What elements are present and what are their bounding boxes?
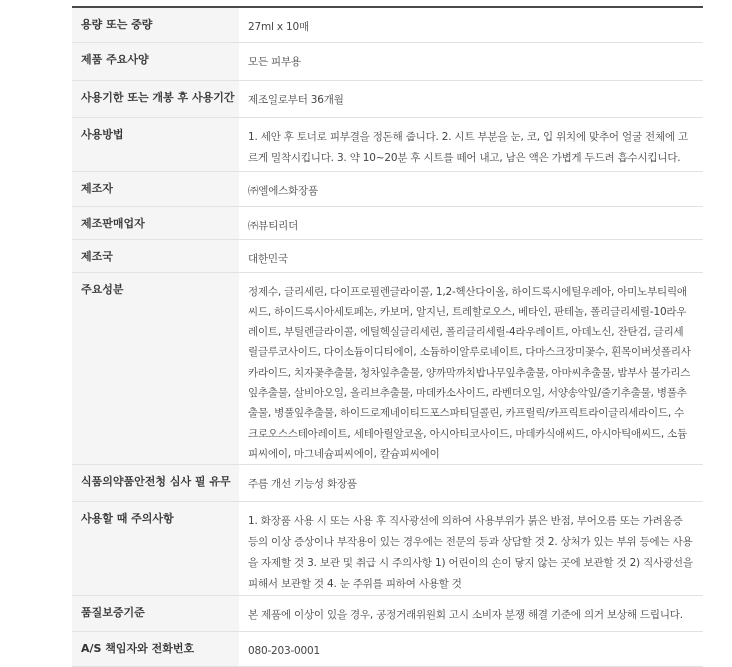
row-label: 제조자 bbox=[72, 171, 239, 206]
row-value: 대한민국 bbox=[239, 239, 703, 272]
table-row bbox=[72, 80, 703, 117]
table-row bbox=[72, 206, 703, 239]
row-value: 27ml x 10매 bbox=[239, 7, 703, 42]
row-value: 본 제품에 이상이 있을 경우, 공정거래위원회 고시 소비자 분쟁 해결 기준에 의거 보상해 드립니다. bbox=[239, 596, 703, 632]
table-row bbox=[72, 7, 703, 42]
row-value: 제조일로부터 36개월 bbox=[239, 80, 703, 117]
table-row bbox=[72, 502, 703, 596]
table-row bbox=[72, 632, 703, 667]
row-value: 1. 세안 후 토너로 피부결을 정돈해 줍니다. 2. 시트 부분을 눈, 코, 입 위치에 맞추어 얼굴 전체에 고르게 밀착시킵니다. 3. 약 10~20분 후 시트를 떼어 내고, 남은 액은 가볍게 두드려 흡수시킵니다. bbox=[239, 117, 703, 171]
row-value: ㈜뷰티리더 bbox=[239, 206, 703, 239]
product-info-table bbox=[72, 6, 703, 667]
row-label: 용량 또는 중량 bbox=[72, 7, 239, 42]
row-label: 제조판매업자 bbox=[72, 206, 239, 239]
row-label: A/S 책임자와 전화번호 bbox=[72, 632, 239, 667]
row-value: 모든 피부용 bbox=[239, 42, 703, 80]
row-label: 사용방법 bbox=[72, 117, 239, 171]
row-label: 주요성분 bbox=[72, 272, 239, 465]
row-label: 식품의약품안전청 심사 필 유무 bbox=[72, 465, 239, 502]
row-label: 품질보증기준 bbox=[72, 596, 239, 632]
row-label: 사용기한 또는 개봉 후 사용기간 bbox=[72, 80, 239, 117]
table-row bbox=[72, 272, 703, 465]
row-value: 정제수, 글리세린, 다이프로필렌글라이콜, 1,2-헥산다이올, 하이드록시에틸우레아, 아미노부티릭애씨드, 하이드록시아세토페논, 카보머, 알지닌, 트레할로오스, 베타인, 판테놀, 폴리글리세릴-10라우레이트, 부틸렌글라이콜, 에틸헥실글리세린, 폴리글리세릴-4라우레이트, 아데노신, 잔탄검, 글리세릴글루코사이드, 다이소듐이디티에이, 소듐하이알루로네이트, 다마스크장미꽃수, 흰목이버섯폴리사카라이드, 치자꽃추출물, 청차잎추출물, 양까막까치밥나무잎추출물, 아마씨추출물, 밤부사 불가리스잎추출물, 살비아오일, 올리브추출물, 마데카소사이드, 라벤더오일, 서양송악잎/줄기추출물, 병풀추출물, 병풀잎추출물, 하이드로제네이티드포스파티딜콜린, 카프릴릭/카프릭트라이글리세라이드, 수크로오스스테아레이트, 세테아릴알코올, 아시아티코사이드, 마데카식애씨드, 아시아틱애씨드, 소듐피씨에이, 마그네슘피씨에이, 칼슘피씨에이 bbox=[239, 272, 703, 465]
table-row bbox=[72, 596, 703, 632]
row-label: 사용할 때 주의사항 bbox=[72, 502, 239, 596]
table-row bbox=[72, 117, 703, 171]
row-value: ㈜엘에스화장품 bbox=[239, 171, 703, 206]
table-row bbox=[72, 42, 703, 80]
row-value: 주름 개선 기능성 화장품 bbox=[239, 465, 703, 502]
table-row bbox=[72, 239, 703, 272]
table-row bbox=[72, 171, 703, 206]
row-value: 080-203-0001 bbox=[239, 632, 703, 667]
table-row bbox=[72, 465, 703, 502]
row-value: 1. 화장품 사용 시 또는 사용 후 직사광선에 의하여 사용부위가 붉은 반점, 부어오름 또는 가려움증 등의 이상 증상이나 부작용이 있는 경우에는 전문의 등과 상담할 것 2. 상처가 있는 부위 등에는 사용을 자제할 것 3. 보관 및 취급 시 주의사항 1) 어린이의 손이 닿지 않는 곳에 보관할 것 2) 직사광선을 피해서 보관할 것 4. 눈 주위를 피하여 사용할 것 bbox=[239, 502, 703, 596]
row-label: 제품 주요사양 bbox=[72, 42, 239, 80]
row-label: 제조국 bbox=[72, 239, 239, 272]
